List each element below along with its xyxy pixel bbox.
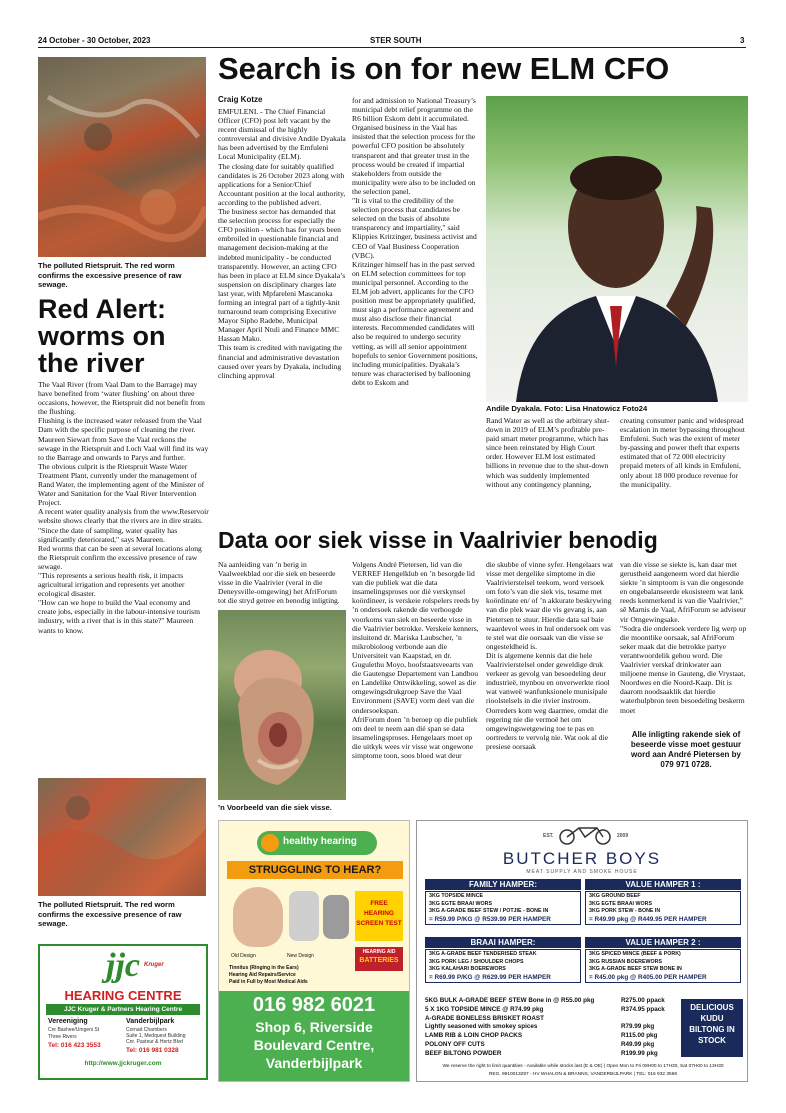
- value-hamper-1-box: [585, 891, 741, 925]
- jjc-left-phone: Tel: 016 423 3553: [48, 1042, 101, 1049]
- article1-paragraph: This team is credited with navigating the financial and administrative devastation caused over years by Dyakala, including clinching approval: [218, 343, 342, 380]
- jjc-hearing-ad: [38, 944, 208, 1080]
- article2-column-3: [486, 560, 614, 814]
- article2-paragraph: Dit is algemene kennis dat die hele Vaalrivierstelsel onder geweldige druk verkeer as gevolg van besoedeling deur industrieë, mynbou en onverwerkte riool wat vanweë wanfunksionele munisipale rioolstelsels in die rivier instroom.: [486, 650, 610, 706]
- value-hamper-1-item: 3KG GROUND BEEF: [589, 893, 641, 899]
- special-price: R374.95 ppack: [621, 1005, 665, 1013]
- folio-page-number: 3: [740, 36, 745, 45]
- braai-hamper-box: [425, 949, 581, 983]
- special-row: [425, 1041, 677, 1050]
- special-item: A-GRADE BONELESS BRISKET ROAST: [425, 1014, 544, 1022]
- sidebar-paragraph: Flushing is the increased water released from the Vaal Dam with the specific purpose of cleaning the river.: [38, 416, 202, 435]
- special-row: [425, 1006, 677, 1015]
- sidebar-paragraph: "How can we hope to build the Vaal economy and create jobs, especially in the labour-intensive tourism industry, with a river that is in this state?" Maureen wants to know.: [38, 598, 201, 635]
- article1-column-1: [218, 107, 346, 522]
- article1-paragraph: EMFULENI. - The Chief Financial Officer (CFO) post left vacant by the recent dismissal of the highly controversial and divisive Andile Dyakala has been advertised by the Emfuleni Local Municipality (ELM).: [218, 107, 346, 162]
- article1-paragraph: Rand Water as well as the arbitrary shut-down in 2019 of ELM’s profitable pre-paid smart meter programme, which has since been reinstated by High Court order. However ELM lost estimated billions in revenue due to the shut-down which was suddenly implemented without any contingency planning,: [486, 416, 610, 489]
- article1-paragraph: creating consumer panic and widespread escalation in meter bypassing throughout Emfuleni. Such was the extent of meter by-passing and power theft that experts estimated that of 72 000 electricity prepaid meters of all kinds in Emfuleni, only about 18 000 produce revenue for the municipality.: [620, 416, 745, 489]
- special-item: 5KG BULK A-GRADE BEEF STEW Bone in @ R55.00 pkg: [425, 997, 595, 1004]
- ear-photo: [233, 887, 283, 947]
- jjc-right-phone: Tel: 016 981 0328: [126, 1047, 179, 1054]
- value-hamper-1-price: = R49.99 pkg @ R449.95 PER HAMPER: [589, 915, 707, 923]
- sidebar-paragraph: "This represents a serious health risk, it impacts agricultural irrigation and represents yet another ecological disaster.: [38, 570, 185, 599]
- value-hamper-1-item: 3KG EGTE BRAAI WORS: [589, 900, 652, 907]
- article2-paragraph: Na aanleiding van ’n berig in Vaalweekblad oor die siek en beseerde visse in die Vaalrivier (veral in die Deneysville-omgewing) het AfriForum tot die stryd getree en benodig inligting.: [218, 560, 340, 606]
- family-hamper-item: 3KG EGTE BRAAI WORS: [429, 900, 492, 907]
- special-item: LAMB RIB & LOIN CHOP PACKS: [425, 1032, 523, 1040]
- hearing-address-2: Boulevard Centre,: [253, 1037, 375, 1053]
- special-price: R199.99 pkg: [621, 1049, 658, 1057]
- article1-paragraph: "It is vital to the credibility of the selection process that candidates be selected on the basis of absolute transparency and impartiality," said Klippies Kritzinger, business activist and CEO of Vaal Business Cooperation (VBC).: [352, 196, 477, 260]
- value-hamper-2-box: [585, 949, 741, 983]
- article1-paragraph: for and admission to National Treasury’s municipal debt relief programme on the R6 billion Eskom debt it accumulated.: [352, 96, 476, 124]
- special-item: BEEF BILTONG POWDER: [425, 1049, 502, 1057]
- jjc-logo: jjc: [106, 947, 140, 984]
- value-hamper-2-item: 3KG SPICED MINCE (BEEF & PORK): [589, 951, 681, 957]
- butcher-year: 2009: [617, 833, 629, 839]
- special-row: [425, 1015, 677, 1024]
- braai-hamper-price: = R69.99 P/KG @ R629.99 PER HAMPER: [429, 973, 551, 981]
- braai-hamper-item: 3KG A-GRADE BEEF TENDERISED STEAK: [429, 951, 537, 957]
- butcher-boys-ad: [416, 820, 748, 1082]
- special-row: [425, 1050, 677, 1059]
- article1-byline: Craig Kotze: [218, 95, 263, 104]
- article1-paragraph: Organised business in the Vaal has insisted that the selection process for the powerful CFO position be absolutely transparent and that greater trust in the process would be created if impartial stakeholders from outside the municipality were also to be included on the selection panel.: [352, 123, 476, 196]
- article2-column-1: [218, 560, 346, 608]
- jjc-subtitle: JJC Kruger & Partners Hearing Centre: [46, 1004, 200, 1015]
- butcher-est: EST.: [543, 833, 554, 839]
- rietspruit-photo-2: [38, 778, 206, 896]
- hearing-phone[interactable]: 016 982 6021: [252, 994, 376, 1016]
- hearing-bullets: [229, 965, 308, 986]
- sidebar-paragraph: The Vaal River (from Vaal Dam to the Barrage) may have benefited from ‘water flushing’ on about three occasions, however, the Rietspruit did not benefit from the flushing.: [38, 380, 205, 417]
- hearing-address-1: Shop 6, Riverside: [255, 1019, 373, 1035]
- value-hamper-2-title: VALUE HAMPER 2 :: [585, 937, 741, 948]
- jjc-left-city: Vereeniging: [48, 1018, 88, 1025]
- value-hamper-2-price: = R45.00 pkg @ R405.00 PER HAMPER: [589, 973, 707, 981]
- folio-section: STER SOUTH: [370, 36, 422, 45]
- sidebar-headline: Red Alert: worms on the river: [38, 294, 167, 378]
- jjc-url[interactable]: http://www.jjckruger.com: [84, 1060, 162, 1067]
- family-hamper-price: = R59.99 P/KG @ R539.99 PER HAMPER: [429, 915, 551, 923]
- article2-paragraph: Volgens André Pietersen, lid van die VERREF Hengelklub en ’n besorgde lid van die publiek wat die data insamelingsproses oor dié verskynsel koördineer, is verskeie rolspelers reeds by ’n ondersoek rakende die verhoogde voorkoms van siek en beseerde visse in die Vaalrivier betrokke. Verskeie kenners, insluitend dr. Mariska Laubscher, ’n mikrobioloog verbonde aan die Universiteit van Kaapstad, en dr. Gugulethu Moyo, hoofstaatsveearts van die Gautengse Departement van Landbou en Landelike Ontwikkeling, sowel as die omgewingsdrukgroep Save the Vaal Environment (SAVE) vorm deel van die ondersoekspan.: [352, 560, 480, 715]
- special-row: [425, 997, 677, 1006]
- special-item: 5 X 1KG TOPSIDE MINCE @ R74.99 pkg: [425, 1005, 544, 1013]
- folio-rule: [38, 47, 746, 48]
- hearing-bullet: Tinnitus (Ringing in the Ears): [229, 965, 299, 971]
- jjc-right-address-2: Suite 1, Medquest Building: [126, 1033, 186, 1039]
- hearing-bullet: Paid in Full by Most Medical Aids: [229, 979, 308, 985]
- sidebar-paragraph: The obvious culprit is the Rietspruit Waste Water Treatment Plant, currently under the management of Rand Water, the implementing agent of the Minister of Water and Sanitation for the Vaal River Intervention Project.: [38, 461, 205, 508]
- value-hamper-1-item: 3KG PORK STEW - BONE IN: [589, 908, 661, 914]
- jjc-right-city: Vanderbijlpark: [126, 1018, 175, 1025]
- special-item: Lightly seasoned with smokey spices: [425, 1023, 538, 1031]
- jjc-right-address-1: Cornad Chambers: [126, 1027, 167, 1033]
- special-price: R275.00 ppack: [621, 997, 665, 1004]
- hearing-bullet: Hearing Aid Repairs/Service: [229, 972, 296, 978]
- old-hearing-aid-icon: [289, 891, 319, 941]
- rietspruit-photo-1-caption: The polluted Rietspruit. The red worm confirms the excessive presence of raw sewage.: [38, 261, 182, 289]
- article2-column-2: [352, 560, 480, 814]
- bicycle-icon: [557, 825, 613, 845]
- value-hamper-2-item: 3KG RUSSIAN BOEREWORS: [589, 958, 662, 965]
- family-hamper-title: FAMILY HAMPER:: [425, 879, 581, 890]
- rietspruit-photo-2-caption: The polluted Rietspruit. The red worm confirms the excessive presence of raw sewage.: [38, 900, 182, 928]
- sidebar-body: [38, 380, 210, 772]
- value-hamper-1-title: VALUE HAMPER 1 :: [585, 879, 741, 890]
- specials-list: [425, 997, 677, 1059]
- andile-dyakala-photo: [486, 96, 748, 402]
- braai-hamper-title: BRAAI HAMPER:: [425, 937, 581, 948]
- free-test-badge: FREE HEARING SCREEN TEST: [355, 891, 403, 941]
- special-price: R115.00 pkg: [621, 1032, 658, 1040]
- butcher-tagline: MEAT SUPPLY AND SMOKE HOUSE: [526, 869, 638, 875]
- family-hamper-box: [425, 891, 581, 925]
- article1-column-4: [620, 416, 748, 522]
- special-row: [425, 1032, 677, 1041]
- article1-paragraph: Kritzinger himself has in the past served on ELM selection committees for top municipal personnel. According to the ELM job advert, applicants for the CFO position must be appropriately qualified, must sign a performance agreement and must also disclose their financial interests. Recommended candidates will also be required to undergo security vetting, as will all senior appointment hopefuls to senior Government positions, including municipalities. Dyakala’s tenure was characterised by ballooning debt to Eskom and: [352, 259, 478, 387]
- family-hamper-item: 3KG A-GRADE BEEF STEW / POTJIE - BONE IN: [429, 908, 549, 914]
- rietspruit-photo-1: [38, 57, 206, 257]
- kudu-biltong-badge: DELICIOUS KUDU BILTONG IN STOCK: [681, 999, 743, 1057]
- braai-hamper-item: 3KG KALAHARI BOEREWORS: [429, 966, 506, 972]
- special-item: POLONY OFF CUTS: [425, 1040, 485, 1048]
- sick-fish-caption: ’n Voorbeeld van die siek visse.: [218, 803, 332, 812]
- new-hearing-aid-icon: [323, 895, 349, 939]
- article1-headline: Search is on for new ELM CFO: [218, 51, 670, 86]
- sidebar-paragraph: Red worms that can be seen at several locations along the Rietspruit confirm the excessive presence of raw sewage.: [38, 543, 202, 571]
- jjc-left-address-1: Cnr Bashee/Umgeni St: [48, 1027, 100, 1033]
- sidebar-paragraph: "Since the date of sampling, water quality has significantly deteriorated," says Maureen.: [38, 525, 178, 544]
- article2-paragraph: AfriForum doen ’n beroep op die publiek om deel te neem aan dié span se data insamelingsproses. Hengelaars moet op die uitkyk wees vir visse wat ongewone simptome toon, soos bloed wat deur: [352, 714, 478, 760]
- special-price: R49.99 pkg: [621, 1040, 655, 1048]
- special-row: [425, 1023, 677, 1032]
- batteries-label: HEARING AID: [362, 949, 396, 955]
- jjc-left-address-2: Three Rivers: [48, 1034, 77, 1040]
- sick-fish-photo: [218, 610, 346, 800]
- article1-paragraph: The business sector has demanded that the selection process for especially the CFO position - which has for years been embroiled in questionable financial and management decision-making at the indebted municipality - be conducted transparently. However, an acting CFO has been in place at ELM since Dyakala’s suspension on disciplinary charges late last year, with Mpfareleni Mascanoka forming an integral part of a tightly-knit turnaround team comprising Executive Mayor Sipho Radebe, Municipal Manager April Ntuli and Finance MMC Hassan Mako.: [218, 207, 346, 344]
- butcher-footer-1: We reserve the right to limit quantities - Available while stocks last (E & OE) | Open Mon to Fri 08H00 to 17H30, Sat 07H00 to 13H30: [442, 1064, 724, 1069]
- braai-hamper-item: 3KG PORK LEG / SHOULDER CHOPS: [429, 958, 524, 965]
- andile-dyakala-caption: Andile Dyakala. Foto: Lisa Hnatowicz Foto24: [486, 404, 648, 413]
- struggling-banner: STRUGGLING TO HEAR?: [227, 861, 403, 879]
- article2-info-box: Alle inligting rakende siek of beseerde visse moet gestuur word aan André Pietersen by 079 971 0728.: [630, 730, 742, 769]
- article2-column-4: [620, 560, 748, 728]
- healthy-hearing-ad: [218, 820, 410, 1082]
- new-design-label: New Design: [287, 953, 314, 959]
- hearing-address-3: Vanderbijlpark: [265, 1055, 363, 1071]
- article1-column-2: [352, 96, 480, 522]
- batteries-text: BATTERIES: [359, 957, 399, 964]
- jjc-logo-tag: Kruger: [144, 962, 164, 968]
- article1-paragraph: The closing date for suitably qualified candidates is 26 October 2023 along with applications for a Senior/Chief Accountant position at the local authority, according to the published advert.: [218, 161, 346, 207]
- ear-icon: [261, 834, 279, 852]
- butcher-name: BUTCHER BOYS: [502, 849, 662, 868]
- article2-paragraph: "Sodra die ondersoek verdere lig werp op die moontlike oorsaak, sal AfriForum seker maak dat die betrokke partye verantwoordelik gehou word. Die Vaalrivier verskaf drinkwater aan miljoene mense in Gauteng, die Vrystaat, Noordwes en die Noord-Kaap. Dit is daarom noodsaaklik dat hierdie waterhulpbron teen besoedeling beskerm moet: [620, 623, 747, 715]
- butcher-footer-2: REG. 9910013297 - HV WHALON & BRANNS, VANDERBIJLPARK | TEL: 016 932 3569: [488, 1072, 678, 1077]
- family-hamper-item: 3KG TOPSIDE MINCE: [429, 893, 484, 899]
- old-design-label: Old Design: [231, 953, 256, 959]
- article2-paragraph: die skubbe of vinne syfer. Hengelaars wat visse met dergelike simptome in die Vaalrivierstelsel teekom, word versoek om foto’s van die siek vis, tesame met koördinate en/ of ’n akkurate beskrywing van die plek waar die vis gevang is, aan Pietersen te stuur. Hierdie data sal baie waardevol wees in hul ondersoek om vas te stel wat die oorsaak van die visse se ongesteldheid is.: [486, 560, 614, 651]
- value-hamper-2-item: 3KG A-GRADE BEEF STEW BONE IN: [589, 966, 682, 972]
- jjc-right-address-3: Cnr. Pasteur & Hertz Blvd: [126, 1039, 183, 1045]
- article2-paragraph: Oorreders kom weg daarmee, omdat die regering nie die vermoë het om omgewingswetgewing toe te pas en oortreders te vervolg nie. Wat ook al die presiese oorsaak: [486, 705, 608, 751]
- article2-paragraph: van die visse se siekte is, kan daar met gerustheid aangeneem word dat hierdie siekte ’n simptoom is van die ongesonde en ongebalanseerde ekosisteem wat lank reeds kenmerkend is van die Vaalrivier," sê Marnis de Vaal, AfriForum se adviseur vir Omgewingsake.: [620, 560, 747, 624]
- special-price: R79.99 pkg: [621, 1023, 655, 1031]
- article2-headline: Data oor siek visse in Vaalrivier benodig: [218, 527, 658, 553]
- folio-date: 24 October - 30 October, 2023: [38, 36, 151, 45]
- jjc-title: HEARING CENTRE: [64, 988, 182, 1003]
- article1-column-3: [486, 416, 614, 522]
- healthy-hearing-brand: healthy hearing: [283, 836, 357, 847]
- sidebar-paragraph: A recent water quality analysis from the www.Reservoir website shows clearly that the rivers are in dire straits.: [38, 507, 209, 526]
- sidebar-paragraph: Maureen Siewart from Save the Vaal reckons the sewage in the Rietspruit and Loch Vaal will find its way to the Barrage and onwards to Parys and further.: [38, 434, 209, 462]
